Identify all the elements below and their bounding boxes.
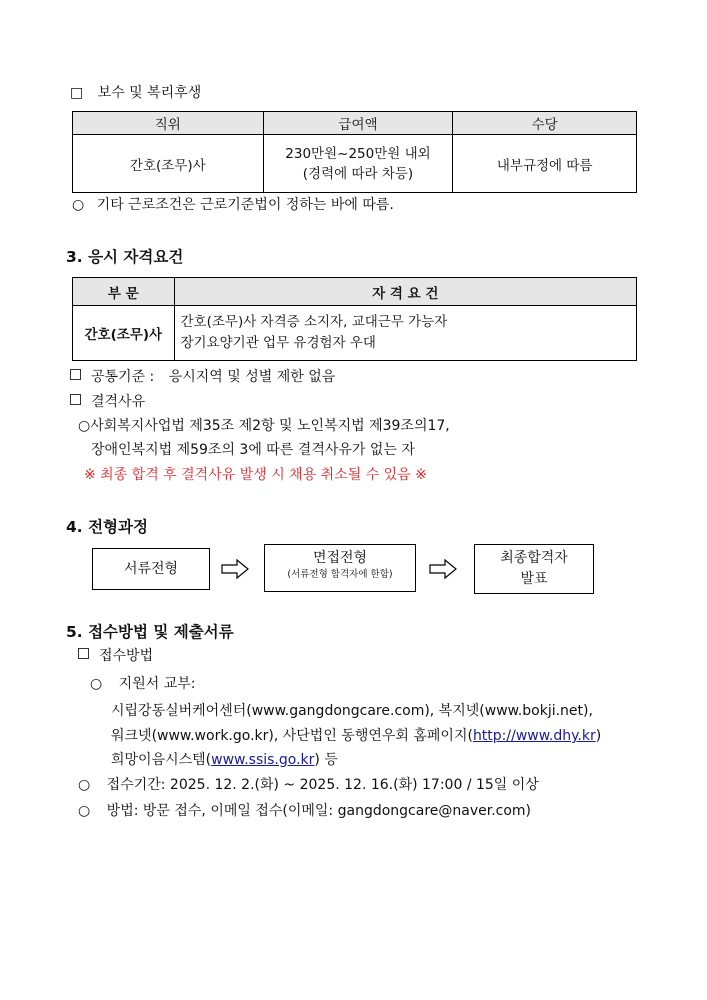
section-pay-heading (70, 82, 201, 102)
section-pay-title: 보수 및 복리후생 (97, 85, 202, 101)
circle-bullet: ○ (78, 803, 91, 819)
flow-step-final-line-2: 발표 (520, 571, 548, 587)
req-line-2: 장기요양기관 업무 유경험자 우대 (180, 335, 376, 351)
distribution-heading (90, 673, 195, 693)
disqualification-warning: ※ 최종 합격 후 결격사유 발생 시 채용 취소될 수 있음 ※ (84, 467, 427, 483)
checkbox-icon (78, 648, 89, 659)
cell-dept: 간호(조무)사 (73, 306, 175, 361)
section-5-title: 5. 접수방법 및 제출서류 (66, 623, 234, 641)
distribution-line-2-text: 워크넷(www.work.go.kr), 사단법인 동행연우회 홈페이지( (111, 728, 473, 744)
circle-bullet: ○ (90, 676, 103, 692)
common-criteria (70, 366, 335, 386)
application-method (78, 800, 531, 820)
flow-step-interview-note: (서류전형 합격자에 한함) (287, 569, 393, 580)
distribution-line-3-close: ) 등 (314, 752, 338, 768)
distribution-line-3-text: 희망이음시스템( (111, 752, 212, 768)
disqualification-title: 결격사유 (91, 394, 146, 410)
application-method-text: 방법: 방문 접수, 이메일 접수(이메일: gangdongcare@naver.com) (106, 803, 532, 819)
circle-bullet: ○ (72, 197, 85, 213)
application-period (78, 774, 539, 794)
cell-position: 간호(조무)사 (73, 135, 264, 193)
section-3-title: 3. 응시 자격요건 (66, 248, 184, 266)
cell-requirements (174, 306, 636, 361)
flow-step-final (474, 544, 594, 594)
pay-line-1: 230만원~250만원 내외 (285, 145, 431, 162)
cell-allowance: 내부규정에 따름 (453, 135, 637, 193)
application-period-text: 접수기간: 2025. 12. 2.(화) ~ 2025. 12. 16.(화) 17:00 / 15일 이상 (106, 777, 539, 793)
flow-step-documents: 서류전형 (92, 548, 210, 590)
cell-pay (263, 135, 453, 193)
header-allowance: 수당 (453, 112, 637, 135)
arrow-right-icon (428, 558, 458, 580)
common-value: 응시지역 및 성별 제한 없음 (168, 369, 336, 385)
qualification-table (72, 277, 637, 361)
qualification-table-row (73, 306, 637, 361)
common-label: 공통기준 : (91, 369, 155, 385)
distribution-line-2-close: ) (595, 728, 602, 744)
header-pay: 급여액 (263, 112, 453, 135)
req-line-1: 간호(조무)사 자격증 소지자, 교대근무 가능자 (180, 314, 448, 330)
header-position: 직위 (73, 112, 264, 135)
disqualification-heading (70, 391, 145, 411)
flow-step-interview-title: 면접전형 (312, 550, 368, 566)
distribution-line-2 (111, 725, 601, 745)
checkbox-icon (70, 394, 81, 405)
method-heading (78, 645, 153, 665)
flow-step-final-line-1: 최종합격자 (500, 550, 568, 566)
disqualification-line-1: ○사회복지사업법 제35조 제2항 및 노인복지법 제39조의17, (78, 418, 450, 434)
circle-bullet: ○ (78, 777, 91, 793)
ssis-link[interactable]: www.ssis.go.kr (211, 752, 315, 768)
checkbox-bullet: □ (70, 85, 84, 101)
pay-note-text: 기타 근로조건은 근로기준법이 정하는 바에 따름. (96, 197, 394, 213)
method-title: 접수방법 (99, 648, 154, 664)
pay-line-2: (경력에 따라 차등) (302, 165, 414, 182)
checkbox-icon (70, 369, 81, 380)
flow-step-interview (264, 544, 416, 592)
header-dept: 부 문 (73, 278, 175, 306)
pay-note (72, 194, 394, 214)
distribution-line-3 (111, 749, 338, 769)
dhy-link[interactable]: http://www.dhy.kr (472, 728, 596, 744)
distribution-label: 지원서 교부: (118, 676, 196, 692)
qualification-table-header (73, 278, 637, 306)
disqualification-line-2: 장애인복지법 제59조의 3에 따른 결격사유가 없는 자 (91, 442, 415, 458)
distribution-line-1: 시립강동실버케어센터(www.gangdongcare.com), 복지넷(www.bokji.net), (111, 703, 593, 719)
arrow-right-icon (220, 558, 250, 580)
header-requirements: 자 격 요 건 (174, 278, 636, 306)
section-4-title: 4. 전형과정 (66, 518, 148, 536)
pay-table-header (73, 112, 637, 135)
pay-table (72, 111, 637, 193)
pay-table-row (73, 135, 637, 193)
